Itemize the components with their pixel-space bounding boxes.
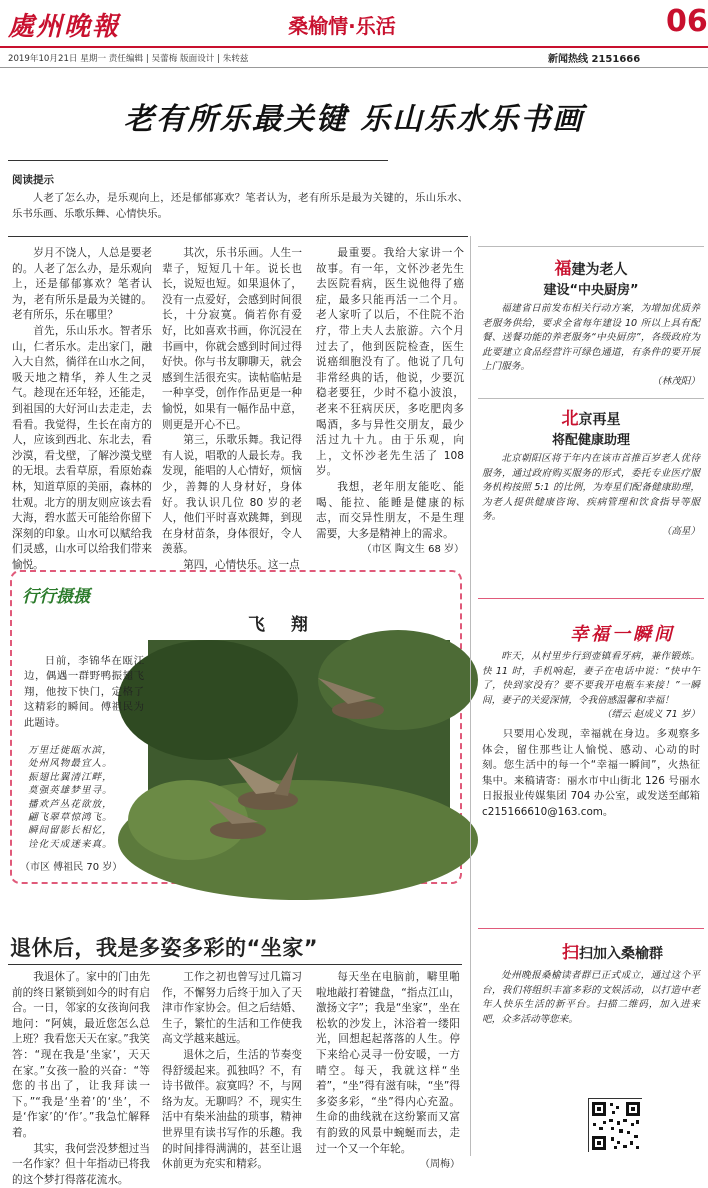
article-paragraph: 岁月不饶人，人总是要老的。人老了怎么办，是乐观向上，还是郁郁寡欢？笔者认为，老有所乐是最为关键的。老有所乐，乐在哪里？ [12, 247, 152, 322]
article-column-2 [162, 246, 302, 573]
qr-code[interactable] [588, 1098, 642, 1152]
article-paragraph: 首先，乐山乐水。智者乐山，仁者乐水。走出家门，融入大自然，徜徉在山水之间，吸天地之精华，养人生之灵气。趁现在还年轻，还能走，到祖国的大好河山去走走，去看看。我觉得，生长在南方的人，应该到西北、东北去，看沙漠，看戈壁，了解沙漠戈壁的无垠。去看草原，看原始森林，知道草原的美丽，森林的壮观。北方的朋友则应该去看大海，碧水蓝天可能给你留下深刻的印象。山水可以赋给我们灵感，山水可以给我们带来愉悦。 [12, 324, 152, 571]
intro-rule [8, 236, 468, 237]
happy-text: 昨天，从村里步行到壶镇看牙病，兼作锻炼。快 11 时，手机响起，妻子在电话中说：“快中午了，快到家没有？要不要我开电瓶车来接！”一瞬间，妻子的关爱深情，令我倍感温馨和幸福！ [482, 651, 700, 706]
masthead-logo: 處州晚報 [8, 12, 121, 42]
story-column-3 [316, 970, 460, 1173]
main-headline: 老有所乐最关键 乐山乐水乐书画 [123, 102, 585, 137]
sidebar-news-2 [482, 404, 700, 540]
news2-title-big: 北 [561, 409, 579, 429]
qr-title-rest: 扫加入桑榆群 [579, 946, 663, 962]
article-paragraph: 其次，乐书乐画。人生一辈子，短短几十年。说长也长，说短也短。如果退休了，没有一点爱好，会感到时间很长，十分寂寞。倘若你有爱好，比如喜欢书画，你沉浸在书画中，你就会感到时间过得好快。你与书友聊聊天，就会感到生活很充实。读帖临帖是一种享受，创作作品更是一种愉悦，如果有一幅作品中意，则更是开心不已。 [162, 247, 302, 431]
story-paragraph: 我退休了。家中的门由先前的终日紧锁到如今的时有启合。一日，邻家的女孩询问我地问：“阿姨，最近您怎么总上班？我看您天天在家。”我笑答：“现在我是‘坐家’，天天在家。”女孩一脸的兴奋：“等您的书出了，让我拜读一下。”“我是‘坐着’的‘坐’，不是‘作家’的‘作’。”我急忙解释着。 [12, 971, 150, 1139]
story-paragraph: 其实，我何尝没梦想过当一名作家？但十年指动已将我的这个梦打得落花流水。 [12, 1142, 150, 1186]
header-divider-thin [0, 67, 708, 68]
qr-code-art [589, 1099, 643, 1153]
article-column-1 [12, 246, 152, 573]
news1-subtitle: 建设“中央厨房” [543, 283, 639, 298]
qr-text: 处州晚报桑榆读者群已正式成立，通过这个平台，我们将组织丰富多彩的文娱活动，以打造中老年人快乐生活的新平台。扫描二维码，加入进来吧，众多活动等您来。 [482, 970, 700, 1025]
intro-block [12, 190, 468, 222]
story-paragraph: 退休之后，生活的节奏变得舒缓起来。孤独吗？不，有诗书做伴。寂寞吗？不，与网络为友。无聊吗？不，现实生活中有柴米油盐的琐事，精神世界里有读书写作的乐趣。我的时间排得满满的，甚至让退休前更为充实和精彩。 [162, 1048, 302, 1171]
news1-title [482, 254, 700, 279]
poem-line: 处州风物最宜人。 [28, 758, 113, 770]
article-paragraph: 第三，乐歌乐舞。我记得有人说，唱歌的人最长寿。我发现，能唱的人心情好，烦恼少，善舞的人身材好，身体好。我认识几位 80 岁的老人，他们平时喜欢跳舞，到现在身材苗条，身体很好，令人羡慕。 [162, 434, 302, 556]
news1-signature: （林茂阳） [652, 375, 700, 387]
sidebar-news-1 [482, 254, 700, 390]
poem-line: 诠化天成迷来真。 [28, 838, 113, 850]
story-column-1 [12, 970, 150, 1188]
poem-line: 播欢芦丛花欲放， [28, 798, 113, 810]
section-band: 桑榆情·乐活 [288, 14, 396, 38]
header-meta: 2019年10月21日 星期一 责任编辑 | 吴蕾梅 版面设计 | 朱转兹 [8, 54, 249, 64]
news1-title-rest: 建为老人 [571, 262, 628, 278]
sidebar-rule [478, 398, 704, 399]
poem-line: 莫强英雄梦里寻。 [28, 785, 113, 797]
ducks-photo [148, 640, 450, 872]
article-paragraph: 我想，老年朋友能吃、能喝、能拉、能睡是健康的标志，而交异性朋友，不是生理需要，大多是精神上的需求。 [316, 480, 464, 540]
news2-title [482, 404, 700, 429]
happy-signature: （缙云 赵成义 71 岁） [601, 709, 700, 721]
story-paragraph: 每天坐在电脑前，噼里啪啦地敲打着键盘，“指点江山，激扬文字”；我是“坐家”，坐在松软的沙发上，沐浴着一缕阳光，回想起起落落的人生。停下来给心灵寻一份安暖，一方晴空。每天，我就这样“坐着”，“坐”得有滋有味，“坐”得多姿多彩，“坐”得内心充盈。生命的曲线就在这纷繁而又富有韵致的风景中蜿蜒而去，走过一个又一个年轮。 [316, 971, 460, 1155]
story-signature: （周梅） [420, 1159, 460, 1171]
intro-text: 人老了怎么办，是乐观向上，还是郁郁寡欢？笔者认为，老有所乐是最为关键的，乐山乐水、乐书乐画、乐歌乐舞、心情快乐。 [12, 192, 468, 220]
poem-line: 振翅比翼清江畔， [28, 771, 113, 783]
news2-title-rest: 京再星 [578, 412, 621, 428]
news2-signature: （高星） [661, 525, 700, 537]
poem-line: 翩飞翠草惊鸿飞。 [28, 812, 113, 824]
happy-call: 只要用心发现，幸福就在身边。多观察多体会，留住那些让人愉悦、感动、心动的时刻。您生活中的每一个“幸福一瞬间”，火热征集中。来稿请寄：丽水市中山街北 126 号丽水日报报业传媒集团 704 办公室，或发送至邮箱 c215166610@163.com。 [482, 727, 700, 818]
article-column-3 [316, 246, 464, 558]
sidebar-rule [478, 598, 704, 599]
photo-title: 飞 翔 [248, 615, 318, 635]
photo-column-logo: 行行摄摄 [22, 587, 90, 607]
article-paragraph: 第四，心情快乐。这一点 [183, 558, 300, 571]
story-rule [8, 964, 462, 965]
photo-caption-text: 日前，李锦华在瓯江边，偶遇一群野鸭振翅飞翔，他按下快门，定格了这精彩的瞬间。傅祖民为此题诗。 [24, 655, 144, 729]
story-paragraph: 工作之初也曾写过几篇习作，不懈努力后终于加入了天津市作家协会。但之后结婚、生子，繁忙的生活和工作使我高文学越来越远。 [162, 971, 302, 1046]
sidebar-rule [478, 246, 704, 247]
page-number: 06 [666, 4, 708, 39]
story-headline: 退休后，我是多姿多彩的“坐家” [10, 936, 319, 960]
sidebar-rule [478, 928, 704, 929]
sidebar-qr [482, 938, 700, 1027]
poem-signature: （市区 傅祖民 70 岁） [20, 862, 123, 873]
news-hotline: 新闻热线 2151666 [548, 54, 641, 65]
qr-title-big: 扫 [562, 943, 579, 963]
ducks-photo-art [148, 640, 450, 872]
news2-text: 北京朝阳区将于年内在该市首推百岁老人优待服务，通过政府购买服务的形式，委托专业医疗服务机构按照 5:1 的比例，为寿星们配备健康助理，为老人提供健康咨询、疾病管理和饮食指导等服务。 [482, 453, 700, 523]
headline-rule [8, 160, 388, 161]
news2-subtitle: 将配健康助理 [551, 433, 630, 448]
header-divider [0, 46, 708, 48]
story-column-2 [162, 970, 302, 1173]
article-paragraph: 最重要。我给大家讲一个故事。有一年，文怀沙老先生去医院看病，医生说他得了癌症，最多只能再活一二个月。老人家听了以后，不住院不治疗，带上夫人去旅游。六个月过去了，他到医院检查，医生说癌细胞没有了。他说了几句非常经典的话，他说，少要沉稳老要狂，少时不稳小波浪，老来不狂病厌厌，多吃肥肉多喝酒，多与异性交朋友，最少活过九十九。由于乐观，向上，文怀沙老先生活了 108 岁。 [316, 247, 464, 478]
happy-moment-logo: 幸福一瞬间 [570, 624, 675, 645]
poem-line: 万里迁徙瓯水滨， [28, 745, 113, 756]
news1-title-big: 福 [554, 259, 572, 279]
news1-text: 福建省日前发布相关行动方案，为增加优质养老服务供给，要求全省每年建设 10 所以上具有配餐、送餐功能的养老服务“中央厨房”，各级政府为此要建立食品经营许可绿色通道，有条件的要开展上门服务。 [482, 303, 700, 373]
poem-line: 瞬间留影长相忆， [28, 825, 113, 837]
sidebar-happy [482, 650, 700, 821]
photo-caption [24, 654, 144, 731]
intro-title: 阅读提示 [12, 174, 54, 186]
qr-title [482, 938, 700, 963]
column-divider [470, 236, 471, 1156]
poem [28, 744, 146, 851]
article-signature: （市区 陶文生 68 岁） [361, 544, 464, 556]
